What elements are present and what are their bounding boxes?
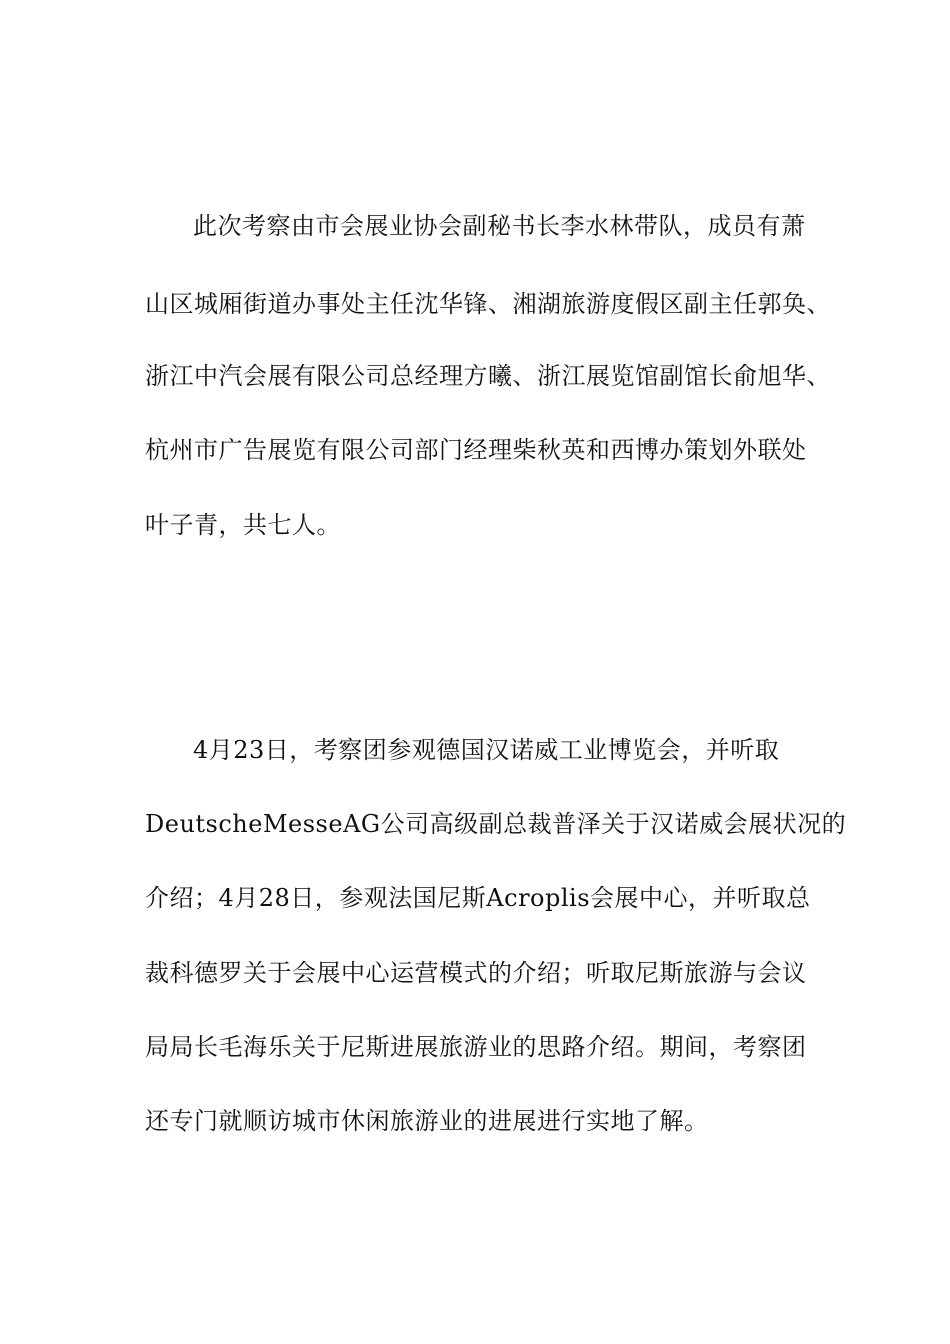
- paragraph-1-line-2: 山区城厢街道办事处主任沈华锋、湘湖旅游度假区副主任郭奂、: [145, 290, 831, 318]
- paragraph-2-line-5: 局局长毛海乐关于尼斯进展旅游业的思路介绍。期间，考察团: [145, 1033, 807, 1061]
- paragraph-1-line-5: 叶子青，共七人。: [145, 511, 341, 539]
- paragraph-1-line-3: 浙江中汽会展有限公司总经理方曦、浙江展览馆副馆长俞旭华、: [145, 362, 831, 390]
- paragraph-2-line-6: 还专门就顺访城市休闲旅游业的进展进行实地了解。: [145, 1107, 709, 1135]
- paragraph-2-line-4: 裁科德罗关于会展中心运营模式的介绍；听取尼斯旅游与会议: [145, 959, 807, 987]
- paragraph-1-line-4: 杭州市广告展览有限公司部门经理柴秋英和西博办策划外联处: [145, 436, 807, 464]
- paragraph-2-line-1: 4月23日，考察团参观德国汉诺威工业博览会，并听取: [193, 736, 780, 764]
- paragraph-2-line-2: DeutscheMesseAG公司高级副总裁普泽关于汉诺威会展状况的: [145, 810, 847, 838]
- paragraph-1-line-1: 此次考察由市会展业协会副秘书长李水林带队，成员有萧: [193, 212, 806, 240]
- paragraph-2-line-3: 介绍；4月28日，参观法国尼斯Acroplis会展中心，并听取总: [145, 884, 811, 912]
